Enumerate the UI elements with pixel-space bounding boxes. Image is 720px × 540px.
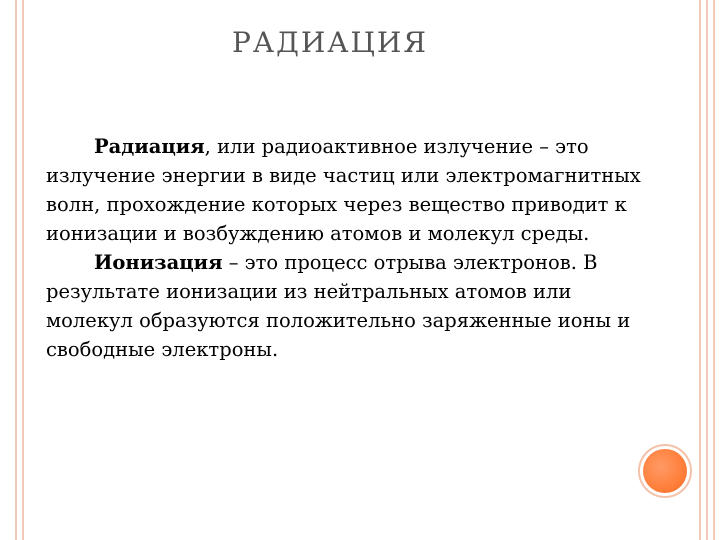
slide-body [46, 132, 646, 364]
paragraph-radiation-text: , или радиоактивное излучение – это излучение энергии в виде частиц или электромагнитных волн, прохождение которых через вещество приводит к ионизации и возбуждению атомов и молекул среды. [46, 135, 641, 245]
frame-line-right-b [706, 0, 708, 540]
frame-line-right-c [713, 0, 715, 540]
frame-line-left-inner [22, 0, 24, 540]
slide-title: РАДИАЦИЯ [232, 26, 428, 59]
orange-circle-icon [643, 449, 687, 493]
paragraph-ionization-text: – это процесс отрыва электронов. В результате ионизации из нейтральных атомов или молекул образуются положительно заряженные ионы и свободные электроны. [46, 251, 631, 361]
paragraph-radiation [46, 132, 646, 248]
paragraph-ionization [46, 248, 646, 364]
frame-line-right-a [699, 0, 701, 540]
term-ionization: Ионизация [94, 251, 223, 274]
term-radiation: Радиация [94, 135, 205, 158]
frame-line-left-outer [15, 0, 17, 540]
